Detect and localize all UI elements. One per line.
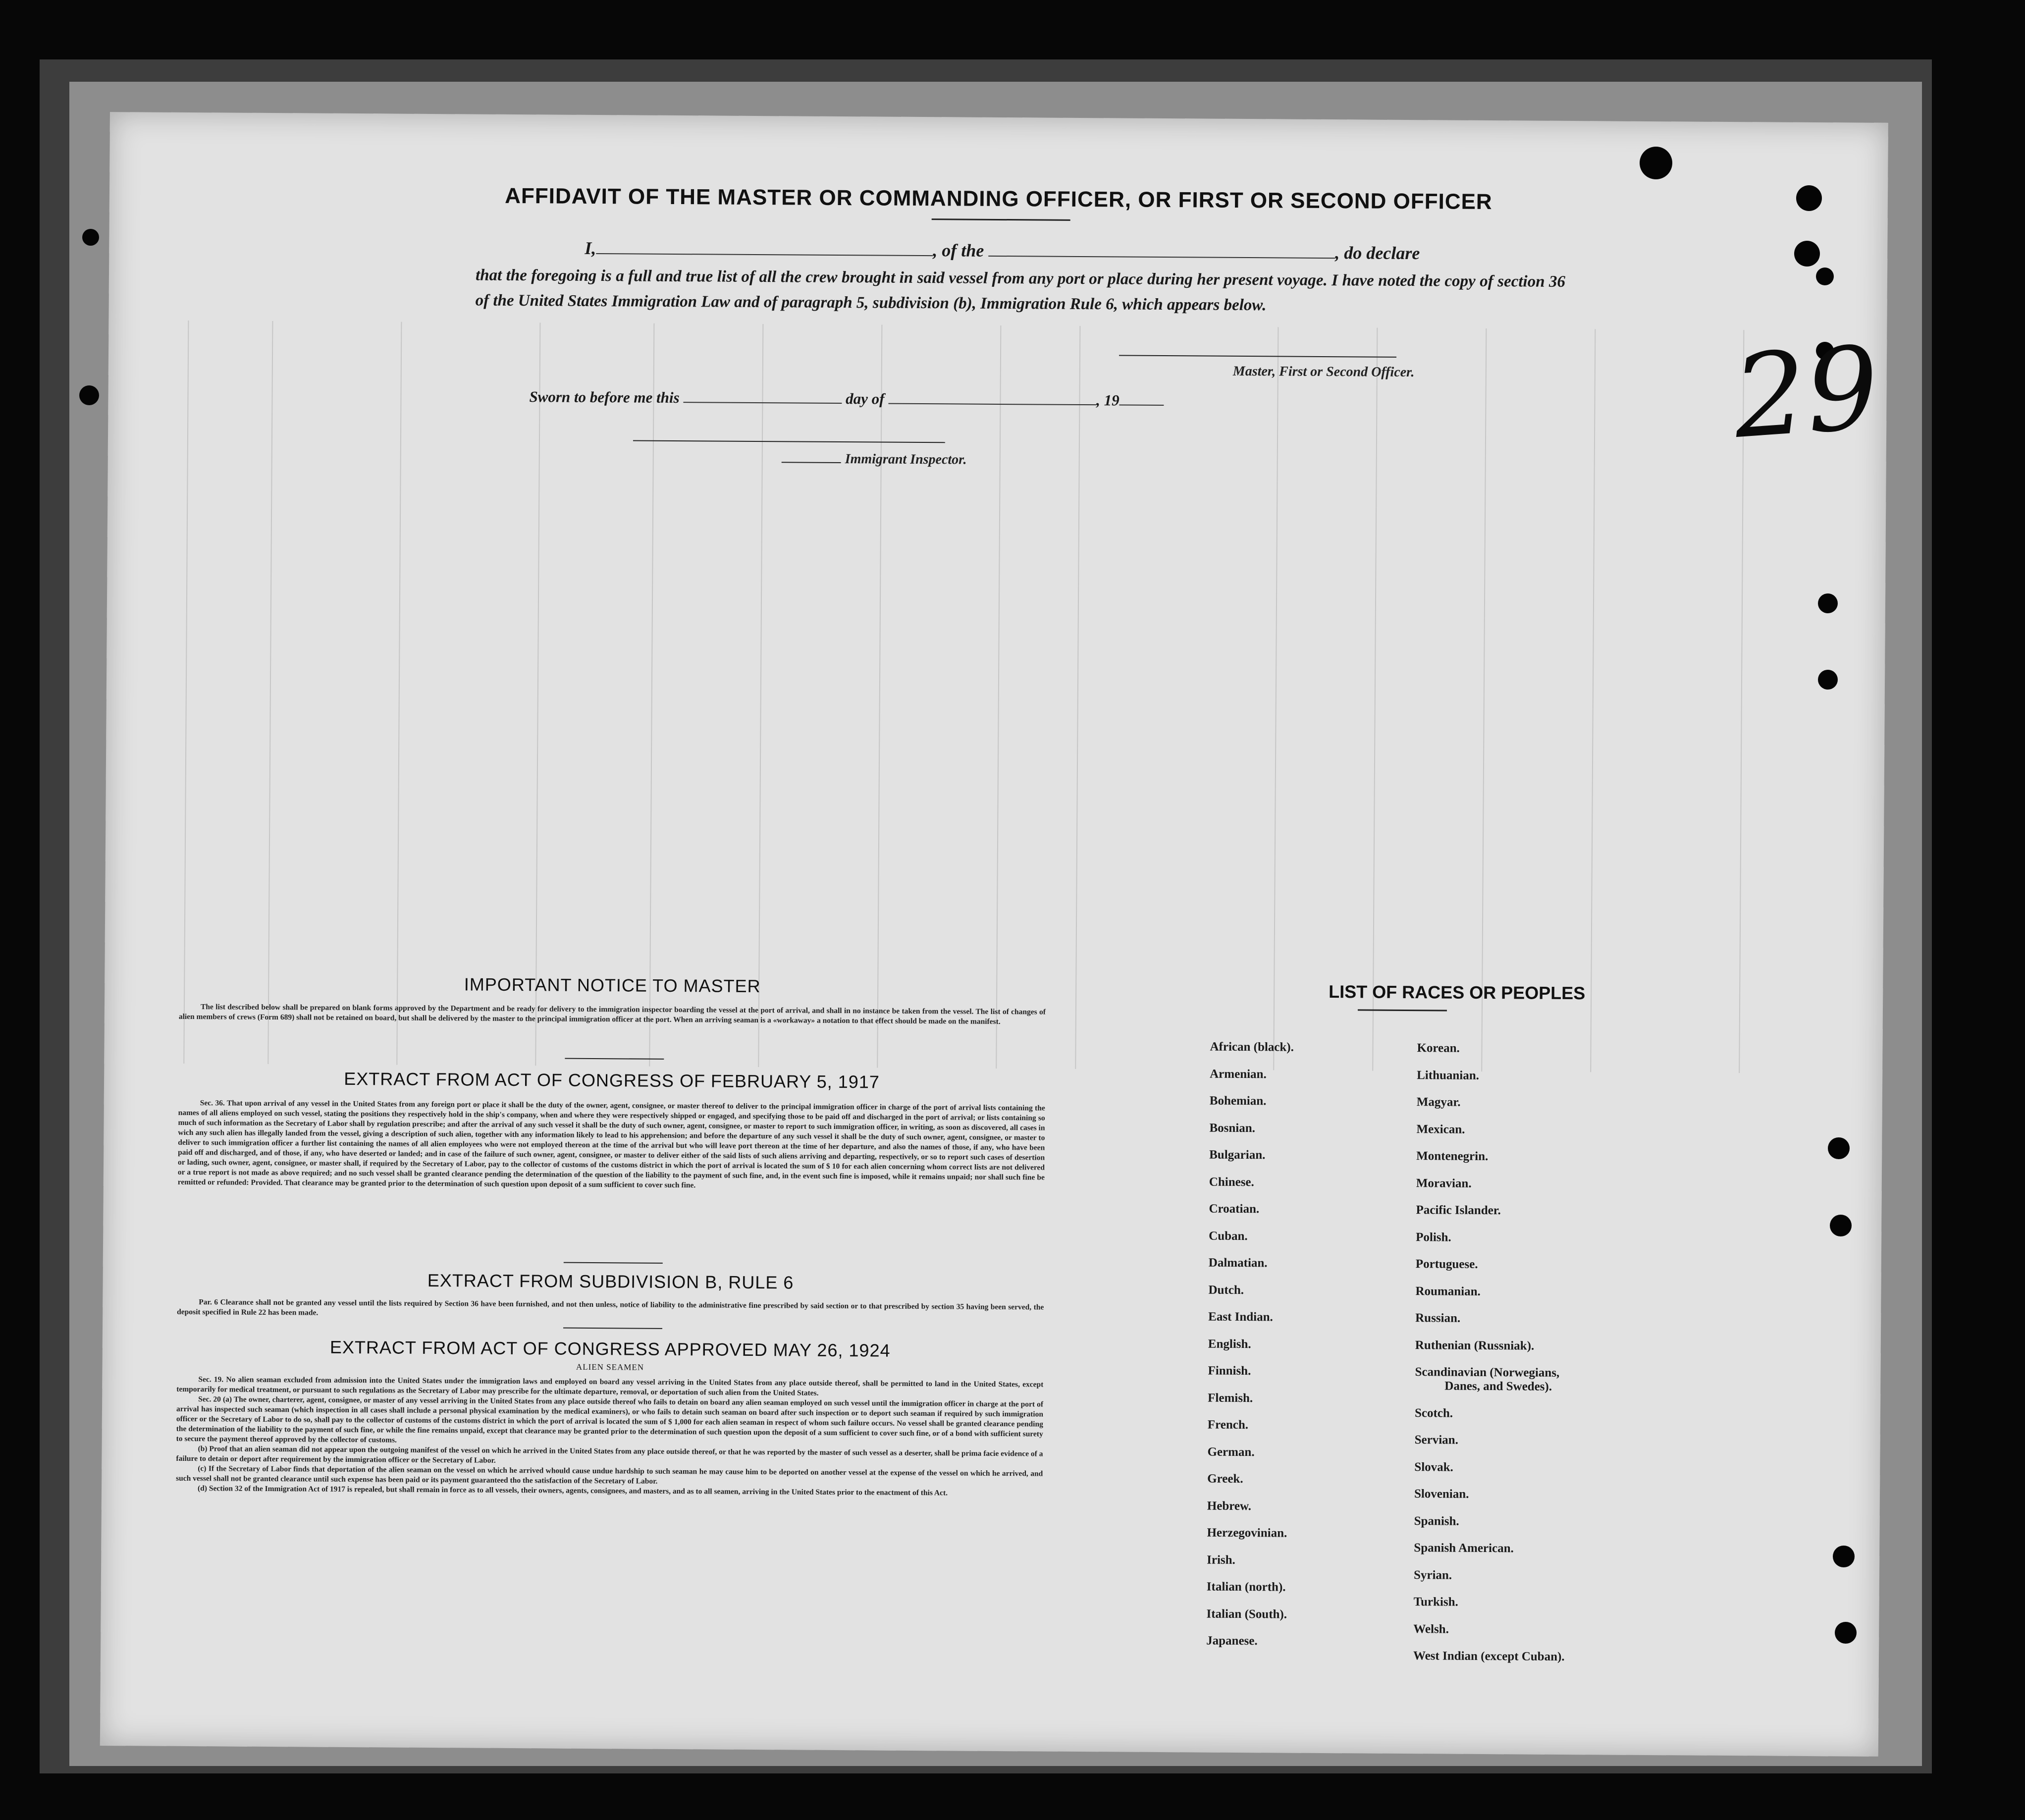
sworn-start: Sworn to before me this <box>529 388 680 407</box>
declaration-line <box>476 237 1420 264</box>
punch-hole <box>1835 1622 1857 1644</box>
column-line <box>267 321 273 1064</box>
race-item: Hebrew. <box>1207 1499 1252 1513</box>
race-item: English. <box>1208 1337 1251 1351</box>
race-item: Japanese. <box>1206 1634 1258 1648</box>
race-item: East Indian. <box>1208 1310 1273 1324</box>
sworn-year-blank <box>1119 404 1164 406</box>
column-line <box>396 322 402 1065</box>
race-item: Italian (South). <box>1206 1607 1287 1621</box>
race-item: West Indian (except Cuban). <box>1413 1649 1565 1663</box>
affidavit-paragraph: that the foregoing is a full and true list of all the crew brought in said vessel from any port or place during her present voyage. I have noted the copy of section 36 of the United States Immigration Law and of paragraph 5, subdivision (b), Immigration Rule 6, which appears below. <box>475 266 1566 315</box>
race-item: Welsh. <box>1413 1622 1449 1636</box>
race-item: Portuguese. <box>1415 1257 1478 1271</box>
declare-end: , do declare <box>1335 243 1420 264</box>
extract-1924-paragraph: Sec. 20 (a) The owner, charterer, agent, consignee, or master of any vessel arriving in the United States from any place outside thereof who fails to detain on board any alien seaman employed on such vessel until the immigration officer in charge at the port of arrival has inspected such seaman (which inspection in all cases shall include a personal physical examination by the medical examiners), or who fails to detain such seaman on board after such inspection or to deport such seaman if required by such immigration officer or the Secretary of Labor to do so, shall pay to the collector of customs of the customs district in which the port of arrival is located the sum of $ 1,000 for each alien seaman in respect of whom such failure occurs. No vessel shall be granted clearance pending the determination of the liability to the payment of such fine, or while the fine remains unpaid, except that clearance may be granted prior to the determination of such question upon the deposit of a sum sufficient to cover such fine, or of a bond with sufficient surety to secure the payment thereof approved by the collector of customs. <box>176 1395 1044 1445</box>
extract-1924-paragraph: (c) If the Secretary of Labor finds that deportation of the alien seaman on the vessel on which he arrived whould cause undue hardship to such seaman he may cause him to be deported on another vessel at the expense of the vessel on which he arrived, and such vessel shall not be granted clearance until such expense has been paid or its payment guaranteed tho the satisfaction of the Secretary of Labor. <box>176 1464 1043 1486</box>
race-item: Cuban. <box>1209 1229 1248 1243</box>
race-item: Flemish. <box>1208 1391 1253 1405</box>
extract-1924-paragraph: Sec. 19. No alien seaman excluded from admission into the United States under the immigration laws and employed on board any vessel arriving in the United States from any place outside thereof, shall be permitted to land in the United States, except temporarily for medical treatment, or pursuant to such regulations as the Secretary of Labor may prescribe for the ultimate departure, removal, or deportation of such alien from the United States. <box>176 1375 1044 1397</box>
race-item: Pacific Islander. <box>1416 1203 1501 1218</box>
race-item: Syrian. <box>1413 1568 1452 1582</box>
race-item: Slovak. <box>1414 1460 1453 1474</box>
punch-hole <box>1640 147 1672 179</box>
race-item: Polish. <box>1416 1230 1451 1244</box>
declare-of: , of the <box>933 240 984 261</box>
race-item: Chinese. <box>1209 1175 1254 1189</box>
inspector-short-line <box>782 462 841 463</box>
race-item: Turkish. <box>1413 1595 1458 1609</box>
punch-hole <box>1796 185 1822 211</box>
race-item: German. <box>1207 1445 1255 1459</box>
race-item: Dalmatian. <box>1208 1256 1268 1270</box>
vessel-blank <box>988 256 1335 259</box>
punch-hole <box>82 229 99 246</box>
race-item: Montenegrin. <box>1416 1149 1489 1164</box>
sworn-year: , 19 <box>1096 391 1119 409</box>
race-item: Magyar. <box>1416 1095 1461 1109</box>
races-rule <box>1358 1009 1447 1011</box>
punch-hole <box>1818 593 1838 613</box>
race-item: Servian. <box>1414 1433 1458 1447</box>
race-item: Dutch. <box>1208 1283 1244 1297</box>
extract-rule6-paragraph: Par. 6 Clearance shall not be granted any vessel until the lists required by Section 36 have been furnished, and not then unless, notice of liability to the administrative fine prescribed by said section or to that prescribed by section 35 having been served, the deposit specified in Rule 22 has been made. <box>177 1298 1044 1317</box>
race-item: Herzegovinian. <box>1207 1526 1287 1540</box>
extract-1917-rule <box>564 1262 663 1264</box>
notice-paragraph: The list described below shall be prepared on blank forms approved by the Department and be ready for delivery to the immigration inspector boarding the vessel at the port of arrival, and shall in no instance be taken from the vessel. The list of changes of alien members of crews (Form 689) shall not be retained on board, but shall be delivered by the master to the principal immigration officer at the port. When an arriving seaman is a «workaway» a notation to that effect should be made on the manifest. <box>178 1003 1046 1026</box>
race-item: Spanish. <box>1414 1514 1459 1528</box>
race-item: Finnish. <box>1208 1364 1251 1378</box>
column-line <box>758 324 763 1067</box>
punch-hole <box>1830 1215 1852 1236</box>
race-item: Italian (north). <box>1206 1580 1286 1594</box>
notice-rule <box>565 1058 664 1060</box>
sworn-month-blank <box>888 403 1096 406</box>
race-item: Scotch. <box>1414 1406 1453 1420</box>
race-item: Slovenian. <box>1414 1487 1469 1501</box>
notice-text <box>179 1002 1046 1027</box>
declare-start: I, <box>585 238 596 258</box>
name-blank <box>596 253 933 256</box>
punch-hole <box>1833 1546 1855 1567</box>
extract-1924-subtitle: ALIEN SEAMEN <box>576 1362 644 1372</box>
affidavit-title: AFFIDAVIT OF THE MASTER OR COMMANDING OFFICER, OR FIRST OR SECOND OFFICER <box>505 183 1492 214</box>
extract-1924-paragraph: (b) Proof that an alien seaman did not appear upon the outgoing manifest of the vessel on which he arrived in the United States from any place outside thereof, or that he was reported by the master of such vessel as a deserter, shall be prima facie evidence of a failure to detain or deport after requirement by the immigration officer or the Secretary of Labor. <box>176 1445 1043 1465</box>
race-item: Scandinavian (Norwegians, <box>1415 1365 1560 1380</box>
column-line <box>1075 326 1080 1069</box>
race-item: Danes, and Swedes). <box>1444 1379 1552 1393</box>
column-line <box>535 322 540 1066</box>
race-item: French. <box>1207 1418 1249 1432</box>
extract-1917-title: EXTRACT FROM ACT OF CONGRESS OF FEBRUARY 5, 1917 <box>344 1068 880 1092</box>
extract-1924-text <box>176 1375 1043 1499</box>
race-item: Korean. <box>1417 1041 1460 1055</box>
punch-hole <box>1818 670 1838 690</box>
race-item: Greek. <box>1207 1472 1243 1486</box>
column-line <box>1590 329 1596 1072</box>
column-line <box>996 325 1001 1069</box>
race-item: Lithuanian. <box>1417 1068 1480 1082</box>
race-item: Bohemian. <box>1209 1094 1267 1108</box>
race-item: Ruthenian (Russniak). <box>1415 1338 1535 1353</box>
race-item: Bulgarian. <box>1209 1148 1266 1162</box>
sworn-day: day of <box>846 390 885 408</box>
race-item: Spanish American. <box>1414 1541 1514 1555</box>
inspector-label: Immigrant Inspector. <box>845 451 967 468</box>
race-item: Bosnian. <box>1209 1121 1256 1135</box>
race-item: Mexican. <box>1416 1122 1465 1136</box>
sworn-day-blank <box>683 402 842 404</box>
notice-title: IMPORTANT NOTICE TO MASTER <box>464 974 761 997</box>
punch-hole <box>1794 241 1820 267</box>
column-line <box>649 323 654 1067</box>
extract-1917-paragraph: Sec. 36. That upon arrival of any vessel in the United States from any foreign port or place it shall be the duty of the owner, agent, consignee, or master thereof to deliver to the principal immigration officer in charge of the port of arrival lists containing the names of all aliens employed on such vessel, stating the positions they respectively hold in the ship's company, when and where they were respectively shipped or engaged, and specifying those to be paid off and discharged in the port of arrival; or lists containing so much of such information as the Secretary of Labor shall by regulation prescribe; and after the arrival of any such vessel it shall be the duty of such owner, agent, consignee, or master to report to such immigration officer, in writing, as soon as discovered, all cases in wich any such alien has illegally landed from the vessel, giving a description of such alien, together with any information likely to lead to his apprehension; and before the departure of any such vessel it shall be the duty of such owner, agent, consignee, or master to deliver to such immigration officer a further list containing the names of all alien employees who were not employed thereon at the time of the arrival but who will leave port thereon at the time of her departure, and also the names of those, if any, who have been paid off and discharged, and of those, if any, who have deserted or landed; and in case of the failure of such owner, agent, consignee, or master to deliver either of the said lists of such aliens arriving and departing, respectively, or so to report such cases of desertion or lading, such owner, agent, consignee, or master shall, if required by the Secretary of Labor, pay to the collector of customs of the customs district in which the port of arrival is located the sum of $ 10 for each alien concerning whom correct lists are not delivered or a true report is not made as above required; and no such vessel shall be granted clearance pending the determination of the question of the liability to the payment of such fine, and, in the event such fine is imposed, while it remains unpaid; nor shall such fine be remitted or refunded: Provided. That clearance may be granted prior to the determination of such question upon deposit of a sum sufficient to cover such fine. <box>177 1099 1045 1190</box>
punch-hole <box>79 385 99 405</box>
handwritten-number: 29 <box>1729 322 1883 464</box>
column-line <box>877 325 882 1068</box>
races-title: LIST OF RACES OR PEOPLES <box>1329 981 1586 1004</box>
race-item: Croatian. <box>1209 1202 1260 1216</box>
race-item: Roumanian. <box>1415 1284 1481 1298</box>
sworn-line <box>529 388 1164 410</box>
extract-rule6-title: EXTRACT FROM SUBDIVISION B, RULE 6 <box>427 1270 794 1293</box>
signature-label: Master, First or Second Officer. <box>1232 363 1415 380</box>
race-item: African (black). <box>1210 1040 1294 1054</box>
column-line <box>1273 327 1279 1070</box>
title-rule <box>932 218 1070 221</box>
column-line <box>183 321 189 1064</box>
extract-rule6-text <box>177 1297 1044 1323</box>
column-line <box>1481 328 1487 1071</box>
race-item: Moravian. <box>1416 1176 1472 1190</box>
race-item: Irish. <box>1207 1553 1235 1567</box>
column-line <box>1372 328 1378 1071</box>
race-item: Russian. <box>1415 1311 1461 1325</box>
race-item: Armenian. <box>1210 1067 1267 1081</box>
extract-1924-paragraph: (d) Section 32 of the Immigration Act of 1917 is repealed, but shall remain in force as to all vessels, their owners, agents, consignees, and masters, and as to all seamen, arriving in the United States prior to the enactment of this Act. <box>197 1484 948 1498</box>
inspector-line <box>633 440 945 443</box>
signature-line <box>1119 355 1396 357</box>
manifest-page <box>100 112 1888 1757</box>
punch-hole <box>1816 268 1834 285</box>
extract-1917-text <box>178 1098 1045 1193</box>
punch-hole <box>1828 1137 1850 1159</box>
extract-1924-title: EXTRACT FROM ACT OF CONGRESS APPROVED MAY 26, 1924 <box>329 1337 891 1361</box>
extract-rule6-rule <box>563 1328 662 1329</box>
